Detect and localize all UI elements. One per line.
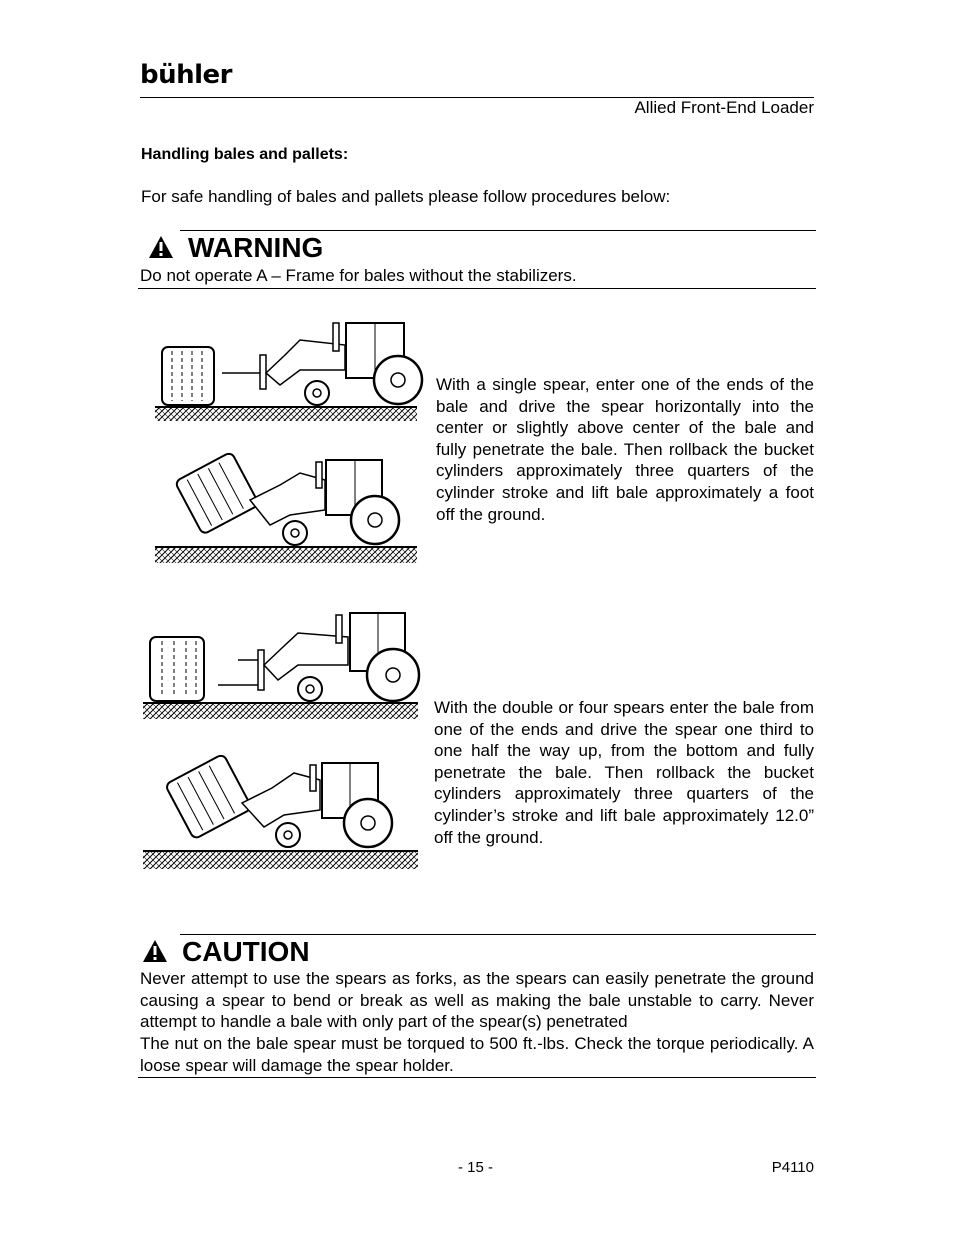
- double-spear-illustration: [138, 605, 423, 880]
- caution-label: CAUTION: [182, 936, 310, 967]
- buhler-logo: bühler: [140, 60, 232, 90]
- intro-text: For safe handling of bales and pallets please follow procedures below:: [141, 187, 671, 206]
- warning-top-rule: [180, 230, 816, 231]
- caution-triangle-icon: [142, 938, 168, 970]
- document-title: Allied Front-End Loader: [634, 98, 814, 117]
- warning-banner: [148, 232, 323, 266]
- section-title: Handling bales and pallets:: [141, 146, 349, 163]
- single-spear-illustration: [150, 315, 425, 575]
- warning-text: Do not operate A – Frame for bales without the stabilizers.: [140, 266, 577, 285]
- document-code: P4110: [771, 1159, 814, 1176]
- warning-label: WARNING: [188, 232, 324, 263]
- warning-bottom-rule: [138, 288, 816, 289]
- warning-triangle-icon: [148, 234, 174, 266]
- procedure-double-spear-text: With the double or four spears enter the bale from one of the ends and drive the spear one third to one half the way up, from the bottom and fully penetrate the bale. Then rollback the bucket cylinders approximately three quarters of the cylinder’s stroke and lift bale approximately 12.0” off the ground.: [434, 698, 814, 847]
- procedure-single-spear-text: With a single spear, enter one of the ends of the bale and drive the spear horizontally into the center or slightly above center of the bale and fully penetrate the bale. Then rollback the bucket cylinders approximately three quarters of the cylinder stroke and lift bale approximately a foot off the ground.: [436, 375, 814, 524]
- caution-top-rule: [180, 934, 816, 935]
- caution-text-torque: The nut on the bale spear must be torqued to 500 ft.-lbs. Check the torque periodically. A loose spear will damage the spear holder.: [140, 1034, 814, 1075]
- page-number: - 15 -: [458, 1159, 494, 1176]
- caution-text-spears: Never attempt to use the spears as forks, as the spears can easily penetrate the ground causing a spear to bend or break as well as making the bale unstable to carry. Never attempt to handle a bale with only part of the spear(s) penetrated: [140, 969, 814, 1032]
- caution-bottom-rule: [138, 1077, 816, 1078]
- caution-banner: [142, 936, 310, 970]
